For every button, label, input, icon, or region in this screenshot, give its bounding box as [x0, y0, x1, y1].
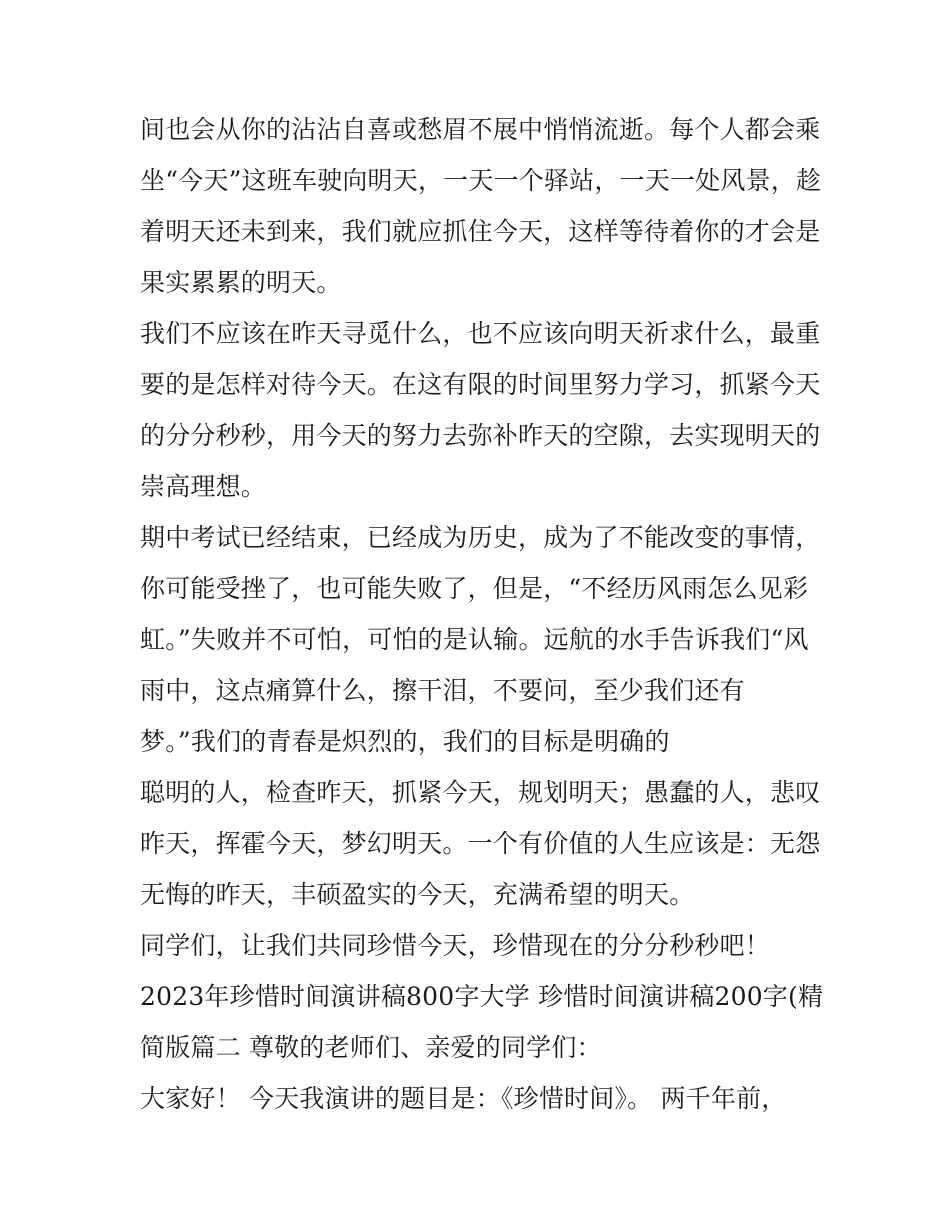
text-line-12: 雨中，这点痛算什么，擦干泪，不要问，至少我们还有 [140, 676, 745, 705]
text-line-15: 昨天，挥霍今天，梦幻明天。一个有价值的人生应该是：无怨 [140, 829, 821, 858]
text-line-18: 2023年珍惜时间演讲稿800字大学 珍惜时间演讲稿200字(精 [140, 982, 824, 1011]
text-line-13: 梦。”我们的青春是炽烈的，我们的目标是明确的 [140, 727, 670, 756]
text-line-2: 坐“今天”这班车驶向明天，一天一个驿站，一天一处风景，趁 [140, 166, 822, 195]
text-line-7: 的分分秒秒，用今天的努力去弥补昨天的空隙，去实现明天的 [140, 421, 821, 450]
text-line-14: 聪明的人，检查昨天，抓紧今天，规划明天；愚蠢的人，悲叹 [140, 778, 821, 807]
text-line-3: 着明天还未到来，我们就应抓住今天，这样等待着你的才会是 [140, 217, 821, 246]
text-line-16: 无悔的昨天，丰硕盈实的今天，充满希望的明天。 [140, 880, 695, 909]
text-line-6: 要的是怎样对待今天。在这有限的时间里努力学习，抓紧今天 [140, 370, 821, 399]
text-line-11: 虹。”失败并不可怕，可怕的是认输。远航的水手告诉我们“风 [140, 625, 809, 654]
text-line-17: 同学们，让我们共同珍惜今天，珍惜现在的分分秒秒吧！ [140, 931, 771, 960]
text-line-10: 你可能受挫了，也可能失败了，但是，“不经历风雨怎么见彩 [140, 574, 809, 603]
text-line-20: 大家好！ 今天我演讲的题目是：《珍惜时间》。 两千年前， [140, 1084, 787, 1113]
text-line-5: 我们不应该在昨天寻觅什么，也不应该向明天祈求什么，最重 [140, 319, 821, 348]
text-line-1: 间也会从你的沾沾自喜或愁眉不展中悄悄流逝。每个人都会乘 [140, 115, 821, 144]
text-line-19: 简版篇二 尊敬的老师们、亲爱的同学们： [140, 1033, 602, 1062]
text-line-8: 崇高理想。 [140, 472, 267, 501]
text-line-4: 果实累累的明天。 [140, 268, 342, 297]
document-body [140, 104, 824, 1124]
text-line-9: 期中考试已经结束，已经成为历史，成为了不能改变的事情， [140, 523, 821, 552]
